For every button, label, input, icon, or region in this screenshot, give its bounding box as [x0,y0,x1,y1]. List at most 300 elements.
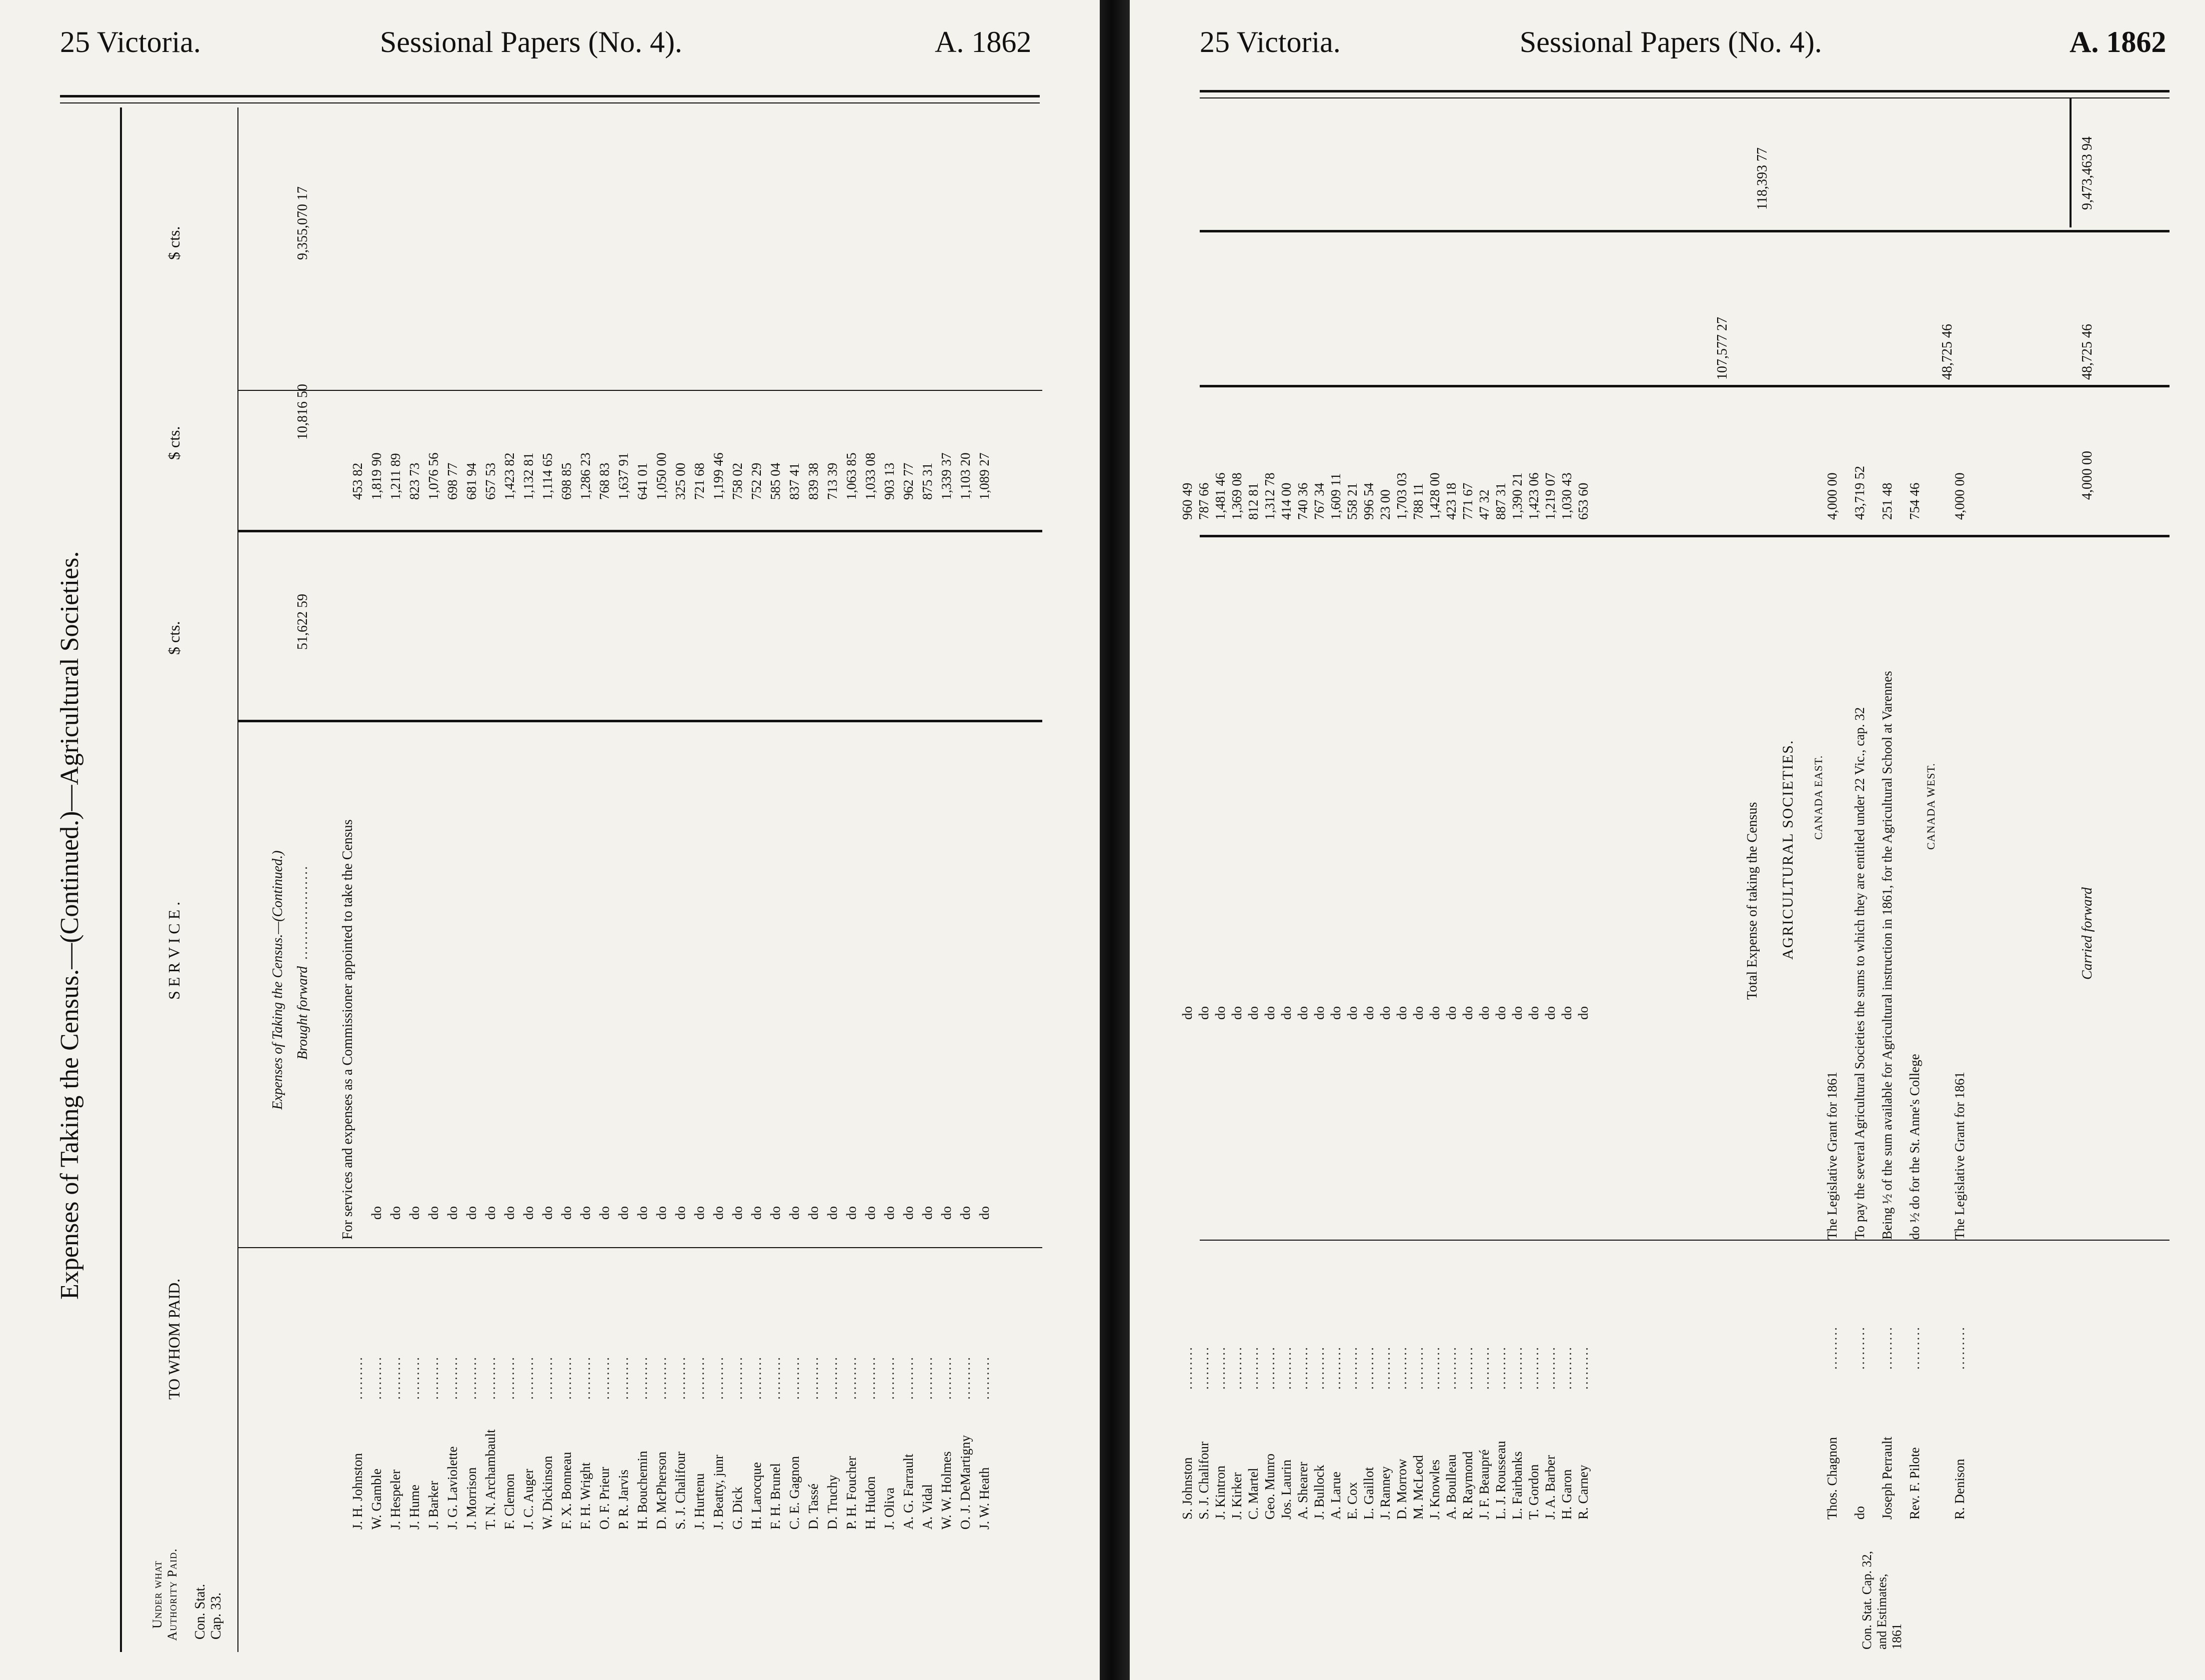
payee-name: F. Clemon [502,1474,517,1530]
page-gutter [1100,0,1130,1680]
leader-dots: ......... [806,1356,821,1400]
leader-dots: ......... [1312,1346,1327,1390]
leader-dots: ......... [1576,1346,1591,1390]
service-text: do [1196,1006,1211,1020]
amount: 47 32 [1477,489,1492,520]
table-row [540,380,555,1530]
amount: 43,719 52 [1852,466,1867,520]
leader-dots: ......... [825,1356,840,1400]
table-row [578,380,593,1530]
amount: 839 38 [806,462,821,500]
service-text: do [597,1206,612,1220]
left-rows [350,380,1035,1530]
amount: 1,033 08 [863,452,878,500]
service-text: do [1394,1006,1409,1020]
table-row [1394,370,1409,1520]
payee-name: O. J. DeMartigny [958,1435,973,1530]
amount: 768 83 [597,462,612,500]
amount: 1,703 03 [1394,472,1409,520]
table-row [1180,370,1195,1520]
amount: 752 29 [749,462,764,500]
left-first-service: For services and expenses as a Commissioner appointed to take the Census [340,819,355,1240]
leader-dots: ......... [711,1356,726,1400]
leader-dots: ......... [1378,1346,1393,1390]
service-text: do [977,1206,992,1220]
service-text: do [1180,1006,1195,1020]
payee-name: A. Vidal [920,1484,935,1530]
leader-dots: ......... [597,1356,612,1400]
amount: 1,390 21 [1510,472,1525,520]
leader-dots: ......... [1444,1346,1459,1390]
service-text: do [464,1206,479,1220]
leader-dots: ......... [1477,1346,1492,1390]
col-authority: Under what Authority Paid. [150,1548,179,1641]
amount: 1,199 46 [711,452,726,500]
brought-forward-row: Brought forward ................... 51,622 59 10,816 50 9,355,070 17 [295,186,310,1060]
service-text: do [806,1206,821,1220]
payee-name: S. J. Chalifour [1196,1441,1211,1520]
service-text: do [1510,1006,1525,1020]
service-text: do [1361,1006,1376,1020]
payee-name: J. Ranney [1378,1466,1393,1520]
amount: 585 04 [768,462,783,500]
payee-name: Geo. Munro [1262,1454,1277,1520]
payee-name: E. Cox [1345,1482,1360,1520]
amount: 1,089 27 [977,452,992,500]
leader-dots: ......... [350,1356,365,1400]
service-text: do [635,1206,650,1220]
payee-name: O. F. Prieur [597,1467,612,1530]
service-text: do [768,1206,783,1220]
amount: 698 85 [559,462,574,500]
table-row [502,380,517,1530]
right-top-rule [1200,90,2170,92]
table-row [958,380,973,1530]
table-row [1477,370,1492,1520]
leader-dots: ......... [920,1356,935,1400]
amount: 558 21 [1345,482,1360,520]
leader-dots: ......... [1180,1346,1195,1390]
service-text: do [654,1206,669,1220]
leader-dots: ......... [1825,1326,1840,1370]
carried-box-rule [2070,97,2072,227]
table-row [1510,370,1525,1520]
payee-name: D. McPherson [654,1452,669,1530]
amount: 787 66 [1196,482,1211,520]
payee-name: C. E. Gagnon [787,1456,802,1530]
leader-dots: ......... [426,1356,441,1400]
leader-dots: ......... [578,1356,593,1400]
payee-name: J. Bullock [1312,1465,1327,1520]
payee-name: R. Raymond [1460,1451,1475,1520]
service-text: do [578,1206,593,1220]
leader-dots: ......... [502,1356,517,1400]
payee-name: T. Gordon [1526,1464,1541,1520]
table-row [806,380,821,1530]
service-text: do [1295,1006,1310,1020]
carried-forward-c2: 48,725 46 [2080,324,2095,380]
payee-name: J. Beatty, junr [711,1455,726,1530]
payee-name: F. X. Bonneau [559,1452,574,1530]
left-session: 25 Victoria. [60,25,201,58]
amount: 681 94 [464,462,479,500]
payee-name: D. Tassé [806,1483,821,1530]
leader-dots: ......... [1852,1326,1867,1370]
table-row [445,380,460,1530]
service-text: do [1543,1006,1558,1020]
amount: 1,428 00 [1427,472,1442,520]
leader-dots: ......... [1279,1346,1294,1390]
table-row [1460,370,1475,1520]
service-text: do [1213,1006,1228,1020]
amount: 1,132 81 [521,452,536,500]
leader-dots: ......... [1345,1346,1360,1390]
table-row [1526,370,1541,1520]
right-year: A. 1862 [2070,25,2167,58]
amount: 1,609 11 [1328,473,1343,520]
left-title: Expenses of Taking the Census.—(Continued.)—Agricultural Societies. [55,551,84,1300]
leader-dots: ......... [1213,1346,1228,1390]
amount: 4,000 00 [1952,472,1967,520]
amount: 823 73 [407,462,422,500]
table-row [597,380,612,1530]
table-row [882,380,897,1530]
amount: 903 13 [882,462,897,500]
service-text: do [673,1206,688,1220]
agri-authority: Con. Stat. Cap. 32, and Estimates, 1861 [1860,1551,1904,1650]
leader-dots: ......... [654,1356,669,1400]
left-page [0,0,1100,1680]
payee-name: A. Boulleau [1444,1454,1459,1520]
left-top-rule-thin [60,102,1040,103]
service-text: do [749,1206,764,1220]
leader-dots: ......... [787,1356,802,1400]
service-text: do [1493,1006,1508,1020]
table-row [749,380,764,1530]
right-papers-title: Sessional Papers (No. 4). [1520,25,1822,58]
leader-dots: ......... [1559,1346,1574,1390]
table-row [1493,370,1508,1520]
table-row [1345,370,1360,1520]
table-row [863,380,878,1530]
payee-name: Rev. F. Pilote [1907,1447,1922,1520]
payee-name: W. Dickinson [540,1456,555,1530]
amount: 1,339 37 [939,452,954,500]
table-row [1229,370,1244,1520]
payee-name: J. Hurtenu [692,1473,707,1530]
amount: 1,423 82 [502,452,517,500]
payee-name: C. Martel [1246,1468,1261,1520]
service-text: do [920,1206,935,1220]
service-text: do [1576,1006,1591,1020]
service-text: do [711,1206,726,1220]
amount: 771 67 [1460,482,1475,520]
service-text: do ½ do for the St. Anne's College [1907,1054,1922,1240]
leader-dots: ......... [749,1356,764,1400]
rule-after-authority [237,107,238,1652]
payee-name: G. Dick [730,1487,745,1530]
table-row [1361,370,1376,1520]
table-row [1852,370,1867,1520]
payee-name: H. Bouchemin [635,1451,650,1530]
left-authority: Con. Stat. Cap. 33. [192,1584,224,1640]
service-text: do [1559,1006,1574,1020]
left-section-heading: Expenses of Taking the Census.—(Continued.) [270,850,285,1110]
leader-dots: ......... [1262,1346,1277,1390]
leader-dots: ......... [483,1356,498,1400]
service-text: do [1526,1006,1541,1020]
payee-name: F. H. Wright [578,1462,593,1530]
left-year: A. 1862 [935,25,1032,58]
service-text: do [882,1206,897,1220]
amount: 698 77 [445,462,460,500]
leader-dots: ......... [388,1356,403,1400]
service-text: do [958,1206,973,1220]
table-row [1196,370,1211,1520]
amount: 767 34 [1312,482,1327,520]
service-text: The Legislative Grant for 1861 [1952,1072,1967,1240]
service-text: do [616,1206,631,1220]
leader-dots: ......... [768,1356,783,1400]
payee-name: J. F. Beaupré [1477,1449,1492,1520]
amount: 23 00 [1378,489,1393,520]
carried-forward-c1: 4,000 00 [2080,451,2095,500]
table-row [1880,370,1895,1520]
service-text: do [730,1206,745,1220]
table-row [825,380,840,1530]
payee-name: P. R. Jarvis [616,1469,631,1530]
east-total: 48,725 46 [1940,324,1955,380]
amount: 325 00 [673,462,688,500]
payee-name: L. J. Rousseau [1493,1441,1508,1520]
leader-dots: ......... [1196,1346,1211,1390]
service-text: do [1427,1006,1442,1020]
left-top-rule [60,95,1040,97]
table-row [673,380,688,1530]
service-text: do [901,1206,916,1220]
leader-dots: ......... [673,1356,688,1400]
payee-name: J. W. Heath [977,1467,992,1530]
amount: 740 36 [1295,482,1310,520]
amount: 641 01 [635,462,650,500]
service-text: do [483,1206,498,1220]
leader-dots: ......... [464,1356,479,1400]
service-text: do [1246,1006,1261,1020]
leader-dots: ......... [1952,1326,1967,1370]
service-text: do [502,1206,517,1220]
leader-dots: ......... [1246,1346,1261,1390]
payee-name: H. Hudon [863,1476,878,1530]
amount: 1,063 85 [844,452,859,500]
amount: 1,076 56 [426,452,441,500]
table-row [939,380,954,1530]
table-row [1576,370,1591,1520]
rule-table-left [120,107,122,1652]
right-page [1130,0,2205,1680]
east-heading: CANADA EAST. [1812,755,1825,840]
payee-name: R. Denison [1952,1459,1967,1520]
payee-name: S. Johnston [1180,1457,1195,1520]
leader-dots: ......... [540,1356,555,1400]
table-row [768,380,783,1530]
table-row [464,380,479,1530]
service-text: do [844,1206,859,1220]
table-row [1444,370,1459,1520]
payee-name: A. G. Farrault [901,1454,916,1530]
amount: 1,312 78 [1262,472,1277,520]
table-row [1295,370,1310,1520]
table-row [1427,370,1442,1520]
leader-dots: ......... [958,1356,973,1400]
payee-name: M. McLeod [1411,1455,1426,1520]
amount: 657 53 [483,462,498,500]
payee-name: J. Barker [426,1481,441,1530]
amount: 1,211 89 [388,453,403,500]
table-row [730,380,745,1530]
leader-dots: ......... [939,1356,954,1400]
table-row [616,380,631,1530]
amount: 1,369 08 [1229,472,1244,520]
amount: 1,219 07 [1543,472,1558,520]
table-row [1213,370,1228,1520]
table-row [521,380,536,1530]
table-row [1952,370,1967,1520]
amount: 1,423 06 [1526,472,1541,520]
leader-dots: ......... [616,1356,631,1400]
census-total-row: Total Expense of taking the Census [1745,802,1760,1000]
agri-heading: AGRICULTURAL SOCIETIES. [1780,739,1796,960]
service-text: do [939,1206,954,1220]
table-row [977,380,992,1530]
table-row [1262,370,1277,1520]
col-c3: $ cts. [165,226,183,260]
amount: 653 60 [1576,482,1591,520]
amount: 996 54 [1361,482,1376,520]
amount: 414 00 [1279,482,1294,520]
table-row [559,380,574,1530]
service-text: do [445,1206,460,1220]
payee-name: S. J. Chalifour [673,1451,688,1530]
leader-dots: ......... [1460,1346,1475,1390]
amount: 837 41 [787,462,802,500]
amount: 423 18 [1444,482,1459,520]
service-text: do [521,1206,536,1220]
table-row [654,380,669,1530]
payee-name: J. Hespeler [388,1470,403,1530]
leader-dots: ......... [559,1356,574,1400]
census-total: 118,393 77 [1755,147,1770,210]
leader-dots: ......... [1229,1346,1244,1390]
amount: 1,114 65 [540,453,555,500]
carried-forward-c3: 9,473,463 94 [2080,136,2095,210]
payee-name: W. W. Holmes [939,1451,954,1530]
service-text: do [1378,1006,1393,1020]
west-heading: CANADA WEST. [1925,763,1937,850]
amount: 1,030 43 [1559,472,1574,520]
amount: 812 81 [1246,482,1261,520]
leader-dots: ......... [445,1356,460,1400]
payee-name: A. Shearer [1295,1462,1310,1520]
payee-name: do [1852,1506,1867,1520]
amount: 754 46 [1907,482,1922,520]
table-row [1328,370,1343,1520]
amount: 788 11 [1411,483,1426,520]
payee-name: H. Larocque [749,1462,764,1530]
payee-name: L. Fairbanks [1510,1451,1525,1520]
service-text: do [1444,1006,1459,1020]
leader-dots: ......... [977,1356,992,1400]
amount: 453 82 [350,462,365,500]
table-row [635,380,650,1530]
right-rows [1180,370,1630,1520]
amount: 713 39 [825,462,840,500]
leader-dots: ......... [1526,1346,1541,1390]
leader-dots: ......... [635,1356,650,1400]
amount: 721 68 [692,462,707,500]
amount: 1,637 91 [616,452,631,500]
leader-dots: ......... [1543,1346,1558,1390]
table-row [426,380,441,1530]
service-text: do [787,1206,802,1220]
leader-dots: ......... [882,1356,897,1400]
service-text: do [1411,1006,1426,1020]
payee-name: J. G. Laviolette [445,1446,460,1530]
west-rows [1952,370,1992,1520]
amount: 962 77 [901,462,916,500]
service-text: do [1279,1006,1294,1020]
table-row [844,380,859,1530]
payee-name: J. Knowles [1427,1460,1442,1520]
amount: 1,819 90 [369,452,384,500]
payee-name: D. Morrow [1394,1459,1409,1520]
payee-name: J. Hume [407,1485,422,1530]
payee-name: J. Kintron [1213,1466,1228,1520]
service-text: Being ½ of the sum available for Agricultural instruction in 1861, for the Agricultural School at Varennes [1880,671,1895,1240]
leader-dots: ......... [901,1356,916,1400]
amount: 960 49 [1180,482,1195,520]
table-row [388,380,403,1530]
leader-dots: ......... [1493,1346,1508,1390]
leader-dots: ......... [692,1356,707,1400]
table-row [692,380,707,1530]
payee-name: J. Morrison [464,1467,479,1530]
payee-name: J. C. Auger [521,1469,536,1530]
amount: 758 02 [730,462,745,500]
leader-dots: ......... [1427,1346,1442,1390]
table-row [1246,370,1261,1520]
leader-dots: ......... [1361,1346,1376,1390]
service-text: do [863,1206,878,1220]
service-text: do [1345,1006,1360,1020]
payee-name: D. Truchy [825,1475,840,1530]
leader-dots: ......... [1411,1346,1426,1390]
payee-name: A. Larue [1328,1472,1343,1520]
carried-forward-label: Carried forward [2080,887,2095,980]
table-row [1543,370,1558,1520]
table-row [787,380,802,1530]
col-c2: $ cts. [165,426,183,460]
payee-name: W. Gamble [369,1469,384,1530]
table-row [1907,370,1922,1520]
table-row [407,380,422,1530]
leader-dots: ......... [1295,1346,1310,1390]
service-text: do [1328,1006,1343,1020]
amount: 1,050 00 [654,452,669,500]
left-papers-title: Sessional Papers (No. 4). [380,25,682,58]
leader-dots: ......... [521,1356,536,1400]
service-text: The Legislative Grant for 1861 [1825,1072,1840,1240]
service-text: To pay the several Agricultural Societies the sums to which they are entitled under 22 Vic., cap. 32 [1852,707,1867,1240]
